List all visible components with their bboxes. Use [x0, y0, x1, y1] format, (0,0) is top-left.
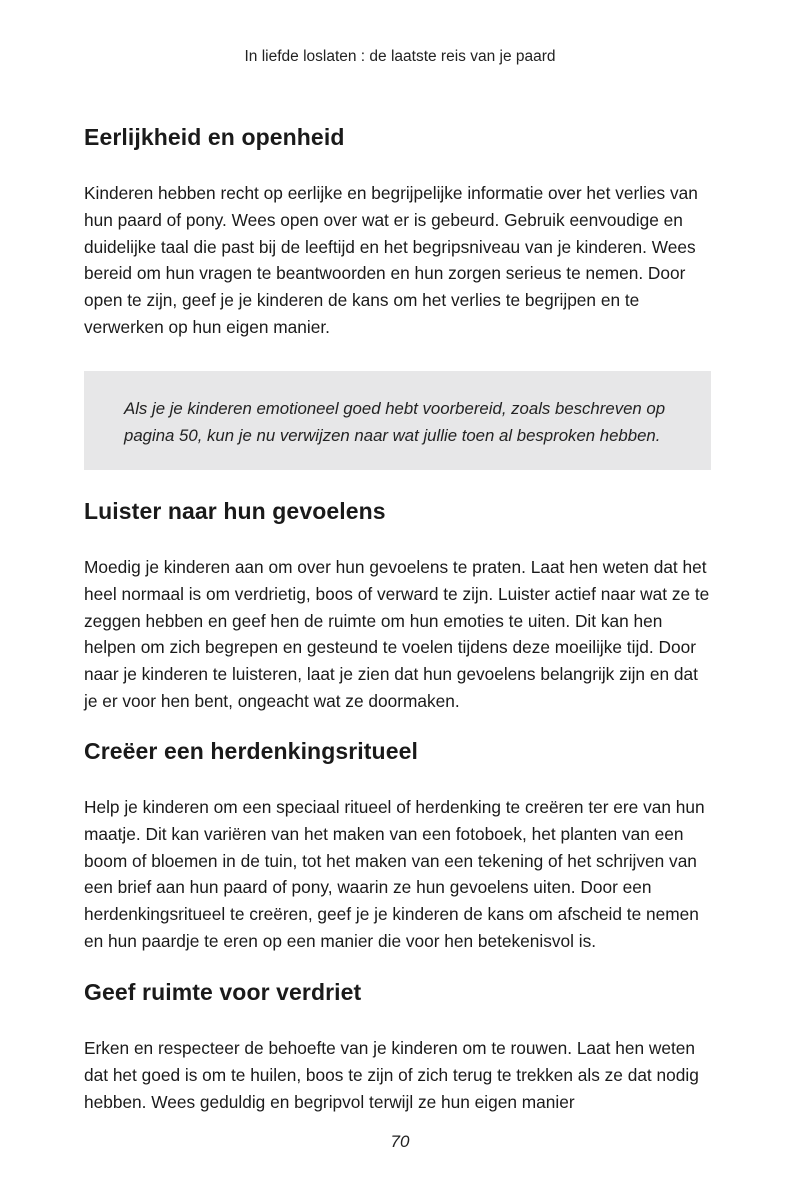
section-heading-luister: Luister naar hun gevoelens	[84, 498, 386, 524]
section-paragraph-luister: Moedig je kinderen aan om over hun gevoelens te praten. Laat hen weten dat het heel normaal is om verdrietig, boos of verward te zijn. Luister actief naar wat ze te zeggen hebben en geef hen de ruimte om hun emoties te uiten. Dit kan hen helpen om zich begrepen en gesteund te voelen tijdens deze moeilijke tijd. Door naar je kinderen te luisteren, laat je zien dat hun gevoelens belangrijk zijn en dat je er voor hen bent, ongeacht wat ze doormaken.	[84, 557, 710, 711]
section-heading-verdriet: Geef ruimte voor verdriet	[84, 979, 362, 1005]
page-number: 70	[390, 1132, 410, 1151]
running-header: In liefde loslaten : de laatste reis van je paard	[244, 48, 556, 65]
callout-box	[84, 371, 711, 470]
section-heading-herdenking: Creëer een herdenkingsritueel	[84, 738, 418, 764]
section-paragraph-verdriet: Erken en respecteer de behoefte van je kinderen om te rouwen. Laat hen weten dat het goed is om te huilen, boos te zijn of zich terug te trekken als ze dat nodig hebben. Wees geduldig en begripvol terwijl ze hun eigen manier	[84, 1038, 699, 1112]
section-paragraph-herdenking: Help je kinderen om een speciaal ritueel of herdenking te creëren ter ere van hun maatje. Dit kan variëren van het maken van een fotoboek, het planten van een boom of bloemen in de tuin, tot het maken van een tekening of het schrijven van een brief aan hun paard of pony, waarin ze hun gevoelens uiten. Door een herdenkingsritueel te creëren, geef je je kinderen de kans om afscheid te nemen en hun paardje te eren op een manier die voor hen betekenisvol is.	[84, 797, 705, 951]
section-paragraph-eerlijkheid: Kinderen hebben recht op eerlijke en begrijpelijke informatie over het verlies van hun paard of pony. Wees open over wat er is gebeurd. Gebruik eenvoudige en duidelijke taal die past bij de leeftijd en het begripsniveau van je kinderen. Wees bereid om hun vragen te beantwoorden en hun zorgen serieus te nemen. Door open te zijn, geef je je kinderen de kans om het verlies te begrijpen en te verwerken op hun eigen manier.	[84, 183, 698, 337]
section-heading-eerlijkheid: Eerlijkheid en openheid	[84, 124, 345, 150]
callout-text: Als je je kinderen emotioneel goed hebt voorbereid, zoals beschreven op pagina 50, kun je nu verwijzen naar wat jullie toen al besproken hebben.	[124, 399, 666, 445]
